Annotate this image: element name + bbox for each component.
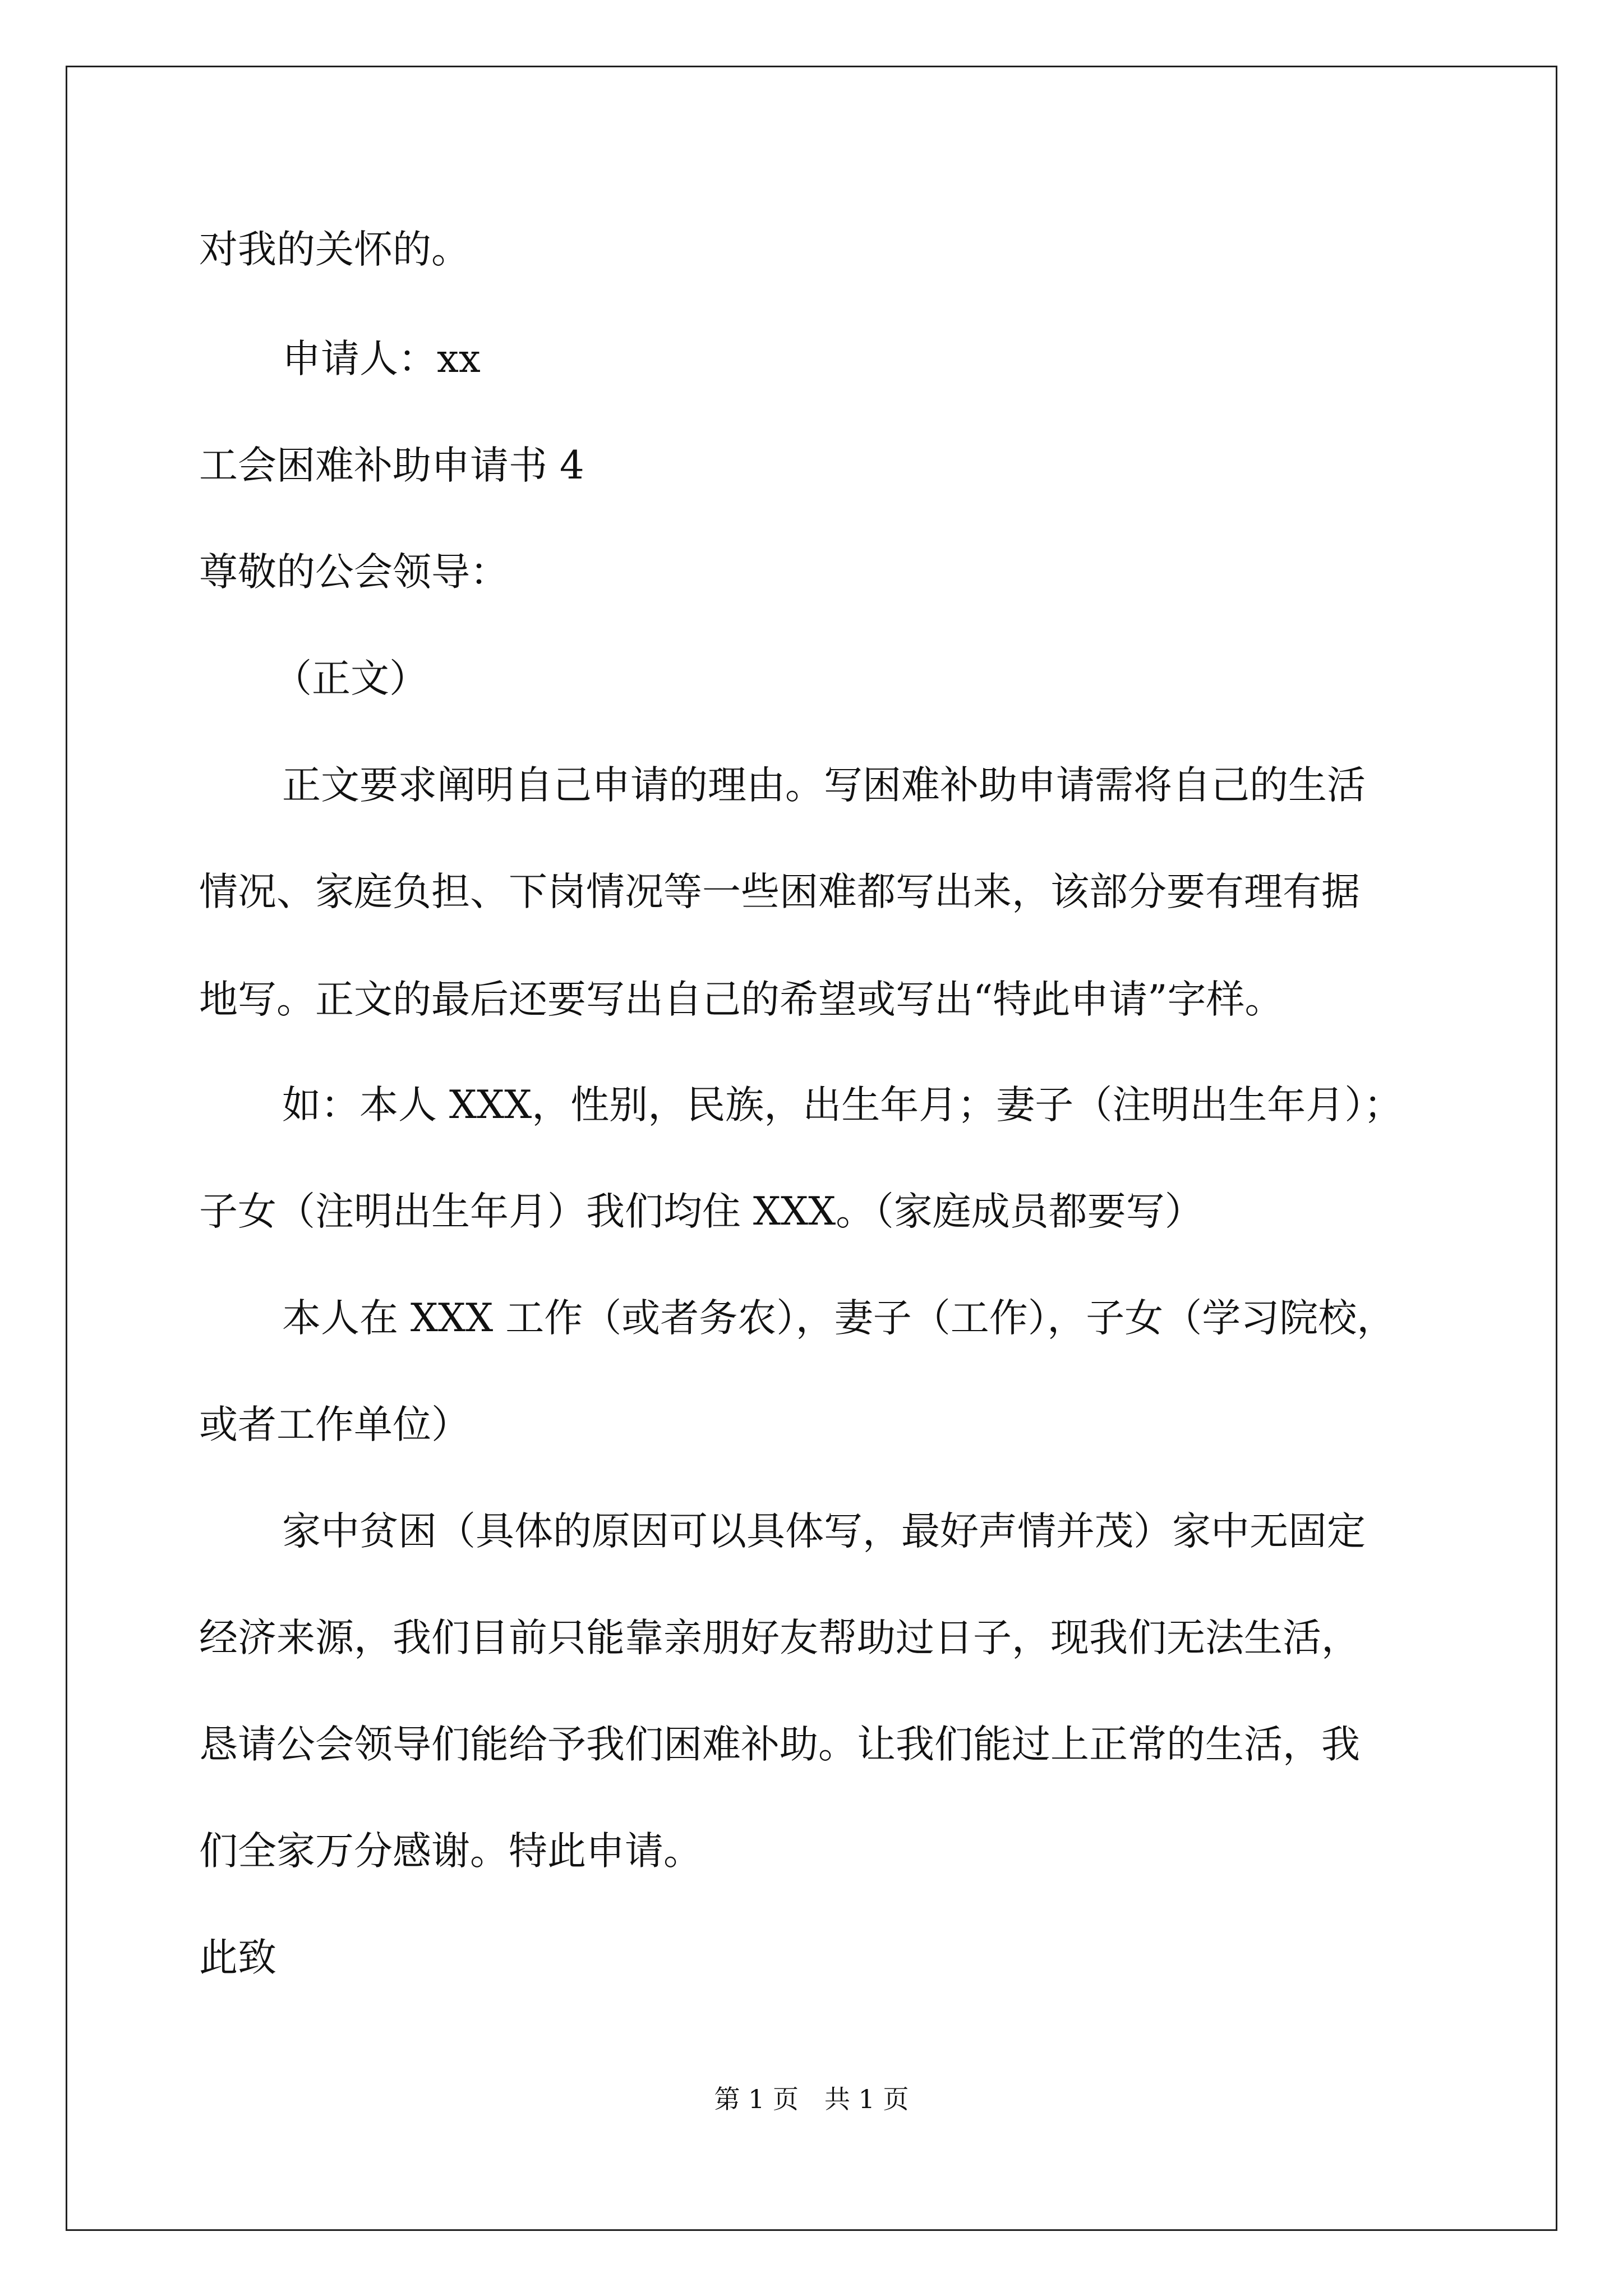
paragraph-line: 们全家万分感谢。特此申请。 [199,1829,702,1874]
paragraph-line: 情况、家庭负担、下岗情况等一些困难都写出来，该部分要有理有据 [199,869,1360,914]
paragraph-line: 子女（注明出生年月）我们均住 XXX。（家庭成员都要写） [199,1189,1204,1234]
applicant-signature: 申请人：xx [282,337,481,381]
paragraph-line: 如：本人 XXX，性别，民族，出生年月；妻子（注明出生年月）； [282,1083,1403,1128]
body-placeholder: （正文） [273,656,428,701]
closing-phrase: 此致 [199,1935,276,1980]
page-border [66,66,1557,2231]
paragraph-line: 经济来源，我们目前只能靠亲朋好友帮助过日子，现我们无法生活， [199,1616,1360,1660]
page-number-footer: 第 1 页 共 1 页 [714,2084,909,2114]
text-line-closing-fragment: 对我的关怀的。 [199,227,470,272]
paragraph-line: 正文要求阐明自己申请的理由。写困难补助申请需将自己的生活 [282,763,1366,808]
paragraph-line: 家中贫困（具体的原因可以具体写，最好声情并茂）家中无固定 [282,1509,1366,1554]
section-heading: 工会困难补助申请书 4 [199,443,584,488]
salutation: 尊敬的公会领导： [199,550,509,595]
paragraph-line: 恳请公会领导们能给予我们困难补助。让我们能过上正常的生活，我 [199,1722,1360,1767]
paragraph-line: 或者工作单位） [199,1402,470,1447]
paragraph-line: 地写。正文的最后还要写出自己的希望或写出“特此申请”字样。 [199,977,1284,1022]
paragraph-line: 本人在 XXX 工作（或者务农），妻子（工作），子女（学习院校， [282,1296,1396,1341]
